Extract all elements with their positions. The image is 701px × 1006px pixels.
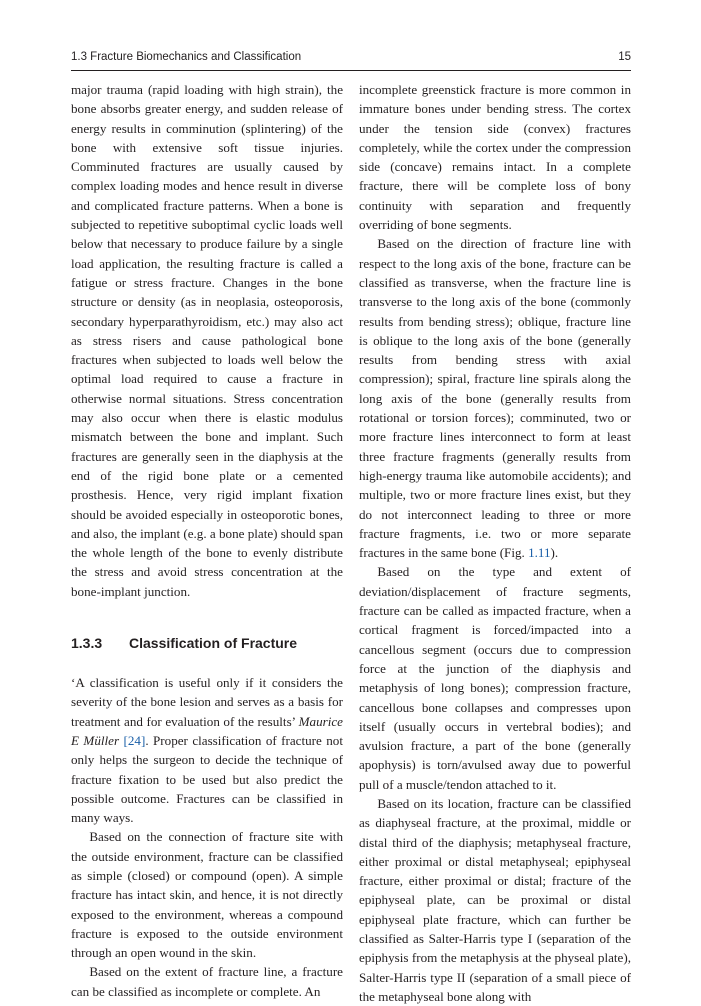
quote-author: Maurice E Müller (71, 713, 343, 748)
paragraph-simple-compound: Based on the connection of fracture site with the outside environment, fracture can be classified as simple (closed) or compound (open). A simple fracture has intact skin, and hence, it is not directly exposed to the environment, whereas a compound fracture is exposed to the outside environment through an open wound in the skin. (71, 829, 343, 961)
section-heading (71, 633, 343, 653)
section-title: Classification of Fracture (129, 635, 298, 652)
running-header-section: 1.3 Fracture Biomechanics and Classification (71, 51, 302, 63)
paragraph-location: Based on its location, fracture can be classified as diaphyseal fracture, at the proximal, middle or distal third of the diaphysis; metaphyseal fracture, either proximal or distal metaphyseal; epiphyseal fracture, either proximal or distal; fracture of the epiphyseal plate, can be proximal or distal epiphyseal plate fracture, which can further be classified as Salter-Harris type I (separation of the epiphysis from the metaphysis at the physeal plate), Salter-Harris type II (separation of a small piece of the metaphyseal bone along with (359, 795, 631, 1004)
paragraph-greenstick: incomplete greenstick fracture is more common in immature bones under bending stress. The cortex under the tension side (convex) fractures completely, while the cortex under the compression side (concave) remains intact. In a complete fracture, there will be complete loss of bony continuity with separation and frequently overriding of bone segments. (359, 82, 631, 233)
paragraph-displacement: Based on the type and extent of deviation/displacement of fracture segments, fracture can be called as impacted fracture, when a cortical fragment is forced/impacted into a cancellous segment (occurs due to compression force at the junction of the diaphysis and metaphysis of long bones); compression fracture, cancellous bone collapses and compresses upon itself (usually occurs in vertebral bodies); and avulsion fracture, a part of the bone (generally apophysis) is torn/avulsed away due to powerful pull of a muscle/tendon attached to it. (359, 564, 631, 792)
paragraph-trauma: major trauma (rapid loading with high strain), the bone absorbs greater energy, and sudden release of energy results in comminution (splintering) of the bone with extensive soft tissue injuries. Comminuted fractures are usually caused by complex loading modes and hence result in diverse and complicated fracture patterns. When a bone is subjected to repetitive suboptimal cyclic loads well below that necessary to produce failure by a single load application, the resulting fracture is called a fatigue or stress fracture. Changes in the bone structure or density (as in neoplasia, osteoporosis, secondary hyperparathyroidism, etc.) may also act as stress risers and cause pathological bone fractures when subjected to loads well below the optimal load required to cause a fracture in otherwise normal situations. Stress concentration may also occur when there is elastic modulus mismatch between the bone and implant. Such fractures are generally seen in the diaphysis at the end of the rigid bone plate or a cemented prosthesis. Hence, very rigid implant fixation should be avoided especially in osteoporotic bones, and also, the implant (e.g. a bone plate) should span the whole length of the bone to evenly distribute the stress and avoid stress concentration at the bone-implant junction. (71, 82, 343, 599)
running-header (71, 48, 631, 66)
paragraph-classification-quote (71, 673, 343, 827)
direction-text: Based on the direction of fracture line with respect to the long axis of the bone, fracture can be classified as transverse, when the fracture line is transverse to the long axis of the bone (commonly results from bending stress); oblique, fracture line is oblique to the long axis of the bone (generally results from bending stress with axial compression); spiral, fracture line spirals along the long axis of the bone (generally results from rotational or torsion forces); comminuted, two or more fracture lines interconnect to form at least three fracture fragments (generally results from high-energy trauma like automobile accidents); and multiple, two or more fracture lines exist, but they do not interconnect leading to three or more fracture fragments, i.e. two or more separate fractures in the same bone (Fig. (359, 236, 631, 561)
left-column (71, 80, 343, 1001)
figure-link-1-11[interactable]: 1.11 (528, 545, 551, 561)
direction-text-end: ). (550, 545, 559, 561)
quote-text: ‘A classification is useful only if it considers the severity of the bone lesion and serves as a basis for treatment and for evaluation of the results’ (71, 675, 343, 729)
header-rule (71, 70, 631, 71)
section-number: 1.3.3 (71, 635, 103, 652)
page-number: 15 (618, 51, 631, 63)
paragraph-extent: Based on the extent of fracture line, a fracture can be classified as incomplete or complete. An (71, 964, 343, 999)
quote-continuation: . Proper classification of fracture not only helps the surgeon to decide the technique of fracture fixation to be used but also predict the possible outcome. Fractures can be classified in many ways. (71, 732, 343, 826)
paragraph-direction (359, 234, 631, 562)
right-column (359, 80, 631, 1006)
citation-link-24[interactable]: [24] (123, 732, 146, 748)
